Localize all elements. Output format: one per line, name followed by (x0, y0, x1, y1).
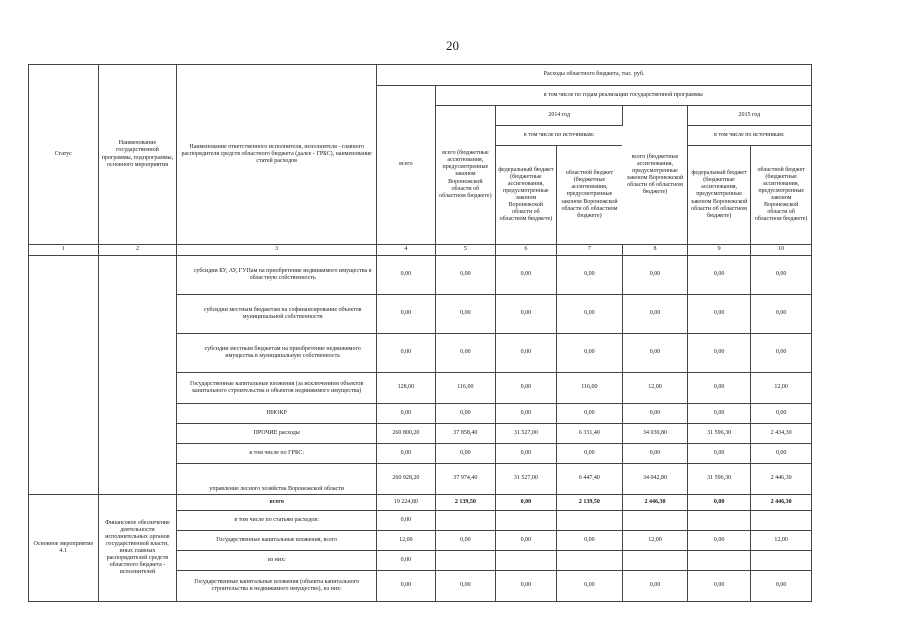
cell-2015-total: 0,00 (623, 444, 688, 464)
row-label: управление лесного хозяйства Воронежской области (177, 464, 377, 495)
cell-total: 0,00 (377, 444, 436, 464)
header-2015-regional: областной бюджет (бюджетные ассигнования, предусмотренные законом Воронежской области об областном бюджете) (751, 146, 812, 245)
cell-2014-federal: 0,00 (496, 531, 557, 551)
cell-2014-federal: 0,00 (496, 373, 557, 404)
header-2015-total: всего (бюджетные ассигнования, предусмотренные законом Воронежской области об областном бюджете) (623, 106, 688, 245)
header-total: всего (377, 86, 436, 245)
cell-2014-federal: 31 527,00 (496, 424, 557, 444)
cell-2014-regional: 2 139,50 (556, 495, 623, 511)
header-program-name: Наименование государственной программы, подпрограммы, основного мероприятия (98, 65, 177, 245)
cell-2014-total: 37 974,40 (435, 464, 496, 495)
cell-2014-federal: 0,00 (496, 404, 557, 424)
row-label: всего (177, 495, 377, 511)
status-cell (29, 256, 99, 495)
cell-2015-federal (687, 511, 751, 531)
header-status: Статус (29, 65, 99, 245)
cell-2015-total: 0,00 (623, 334, 688, 373)
cell-2015-total: 0,00 (623, 295, 688, 334)
cell-2015-total: 34 042,80 (623, 464, 688, 495)
cell-2015-regional: 2 446,30 (751, 464, 812, 495)
cell-2015-regional: 2 434,30 (751, 424, 812, 444)
cell-2014-total: 0,00 (435, 334, 496, 373)
header-year-2015: 2015 год (687, 106, 811, 126)
cell-total: 0,00 (377, 256, 436, 295)
header-2014-regional: областной бюджет (бюджетные ассигнования, предусмотренные законом Воронежской области об областном бюджете) (556, 146, 623, 245)
cell-2014-federal: 31 527,00 (496, 464, 557, 495)
cell-2014-regional: 0,00 (556, 444, 623, 464)
cell-2015-total: 12,00 (623, 531, 688, 551)
cell-total: 0,00 (377, 404, 436, 424)
cell-2015-regional (751, 551, 812, 571)
cell-2014-total: 0,00 (435, 256, 496, 295)
cell-2015-total: 2 446,30 (623, 495, 688, 511)
cell-2015-federal: 0,00 (687, 404, 751, 424)
cell-2015-regional: 0,00 (751, 444, 812, 464)
cell-2014-federal (496, 511, 557, 531)
cell-2015-regional: 0,00 (751, 571, 812, 602)
cell-2014-federal: 0,00 (496, 495, 557, 511)
cell-2015-total (623, 511, 688, 531)
column-number: 3 (177, 245, 377, 256)
cell-2014-regional: 0,00 (556, 334, 623, 373)
cell-2015-total: 0,00 (623, 404, 688, 424)
cell-2015-regional: 0,00 (751, 256, 812, 295)
cell-2015-federal: 0,00 (687, 256, 751, 295)
row-label: из них: (177, 551, 377, 571)
header-2014-total: всего (бюджетные ассигнования, предусмотренные законом Воронежской области об областном бюджете) (435, 106, 496, 245)
column-number: 8 (623, 245, 688, 256)
cell-2014-regional: 0,00 (556, 295, 623, 334)
cell-total: 0,00 (377, 551, 436, 571)
row-label: в том числе по статьям расходов: (177, 511, 377, 531)
cell-total: 260 928,20 (377, 464, 436, 495)
row-label: Государственные капитальные вложения, всего (177, 531, 377, 551)
column-number: 7 (556, 245, 623, 256)
header-2015-federal: федеральный бюджет (бюджетные ассигнования, предусмотренные законом Воронежской области об областном бюджете) (687, 146, 751, 245)
cell-2014-federal: 0,00 (496, 444, 557, 464)
cell-total: 260 800,20 (377, 424, 436, 444)
cell-2014-total: 37 858,40 (435, 424, 496, 444)
cell-2015-federal: 0,00 (687, 444, 751, 464)
header-2014-sources: в том числе по источникам: (496, 126, 623, 146)
program-cell (98, 256, 177, 495)
cell-2014-federal: 0,00 (496, 256, 557, 295)
column-number: 4 (377, 245, 436, 256)
column-number-row (29, 245, 812, 256)
column-number: 6 (496, 245, 557, 256)
cell-2014-regional: 0,00 (556, 571, 623, 602)
cell-2014-regional (556, 511, 623, 531)
cell-2015-federal: 0,00 (687, 334, 751, 373)
cell-2015-federal (687, 551, 751, 571)
cell-2014-total: 0,00 (435, 444, 496, 464)
cell-2014-federal: 0,00 (496, 334, 557, 373)
cell-total: 0,00 (377, 511, 436, 531)
cell-total: 12,00 (377, 531, 436, 551)
header-expenses: Расходы областного бюджета, тыс. руб. (377, 65, 812, 86)
cell-2015-regional: 0,00 (751, 295, 812, 334)
row-label: субсидии местным бюджетам на софинансирование объектов муниципальной собственности (177, 295, 377, 334)
cell-2014-regional: 6 331,40 (556, 424, 623, 444)
cell-2015-federal: 31 596,30 (687, 424, 751, 444)
table-row (29, 256, 812, 295)
cell-2014-total: 0,00 (435, 531, 496, 551)
cell-2014-federal (496, 551, 557, 571)
cell-2014-total: 0,00 (435, 404, 496, 424)
cell-2015-federal: 0,00 (687, 295, 751, 334)
row-label: субсидии БУ, АУ, ГУПам на приобретение недвижимого имущества в областную собственность (177, 256, 377, 295)
column-number: 2 (98, 245, 177, 256)
cell-2015-federal: 0,00 (687, 373, 751, 404)
cell-total: 19 224,80 (377, 495, 436, 511)
cell-total: 128,00 (377, 373, 436, 404)
cell-2015-federal: 31 596,30 (687, 464, 751, 495)
page-number: 20 (446, 38, 459, 53)
measure-status: Основное мероприятие 4.1 (29, 495, 99, 602)
cell-2015-total: 0,00 (623, 256, 688, 295)
header-2014-federal: федеральный бюджет (бюджетные ассигнования, предусмотренные законом Воронежской области об областном бюджете) (496, 146, 557, 245)
row-label: НИОКР (177, 404, 377, 424)
cell-2014-regional: 0,00 (556, 531, 623, 551)
cell-2015-regional: 12,00 (751, 531, 812, 551)
header-executor: Наименование ответственного исполнителя, исполнителя - главного распорядителя средств областного бюджета (далее - ГРБС), наименование статей расходов (177, 65, 377, 245)
cell-2014-total: 0,00 (435, 295, 496, 334)
header-year-2014: 2014 год (496, 106, 623, 126)
cell-2015-total: 0,00 (623, 571, 688, 602)
header-row (29, 65, 812, 86)
column-number: 1 (29, 245, 99, 256)
cell-2015-federal: 0,00 (687, 531, 751, 551)
cell-2015-regional: 0,00 (751, 404, 812, 424)
cell-total: 0,00 (377, 295, 436, 334)
cell-2015-federal: 0,00 (687, 571, 751, 602)
cell-2014-regional: 0,00 (556, 404, 623, 424)
cell-2014-federal: 0,00 (496, 295, 557, 334)
cell-2014-total (435, 511, 496, 531)
cell-2014-regional: 116,00 (556, 373, 623, 404)
row-label: ПРОЧИЕ расходы (177, 424, 377, 444)
cell-2015-regional: 0,00 (751, 334, 812, 373)
row-label: в том числе по ГРБС: (177, 444, 377, 464)
cell-2015-regional: 12,00 (751, 373, 812, 404)
column-number: 10 (751, 245, 812, 256)
budget-table (28, 64, 812, 602)
cell-2015-total: 34 030,80 (623, 424, 688, 444)
cell-2014-federal: 0,00 (496, 571, 557, 602)
cell-2014-total: 116,00 (435, 373, 496, 404)
cell-2015-federal: 0,00 (687, 495, 751, 511)
header-2015-sources: в том числе по источникам: (687, 126, 811, 146)
header-by-years: в том числе по годам реализации государственной программы (435, 86, 811, 106)
row-label: субсидии местным бюджетам на приобретение недвижимого имущества в муниципальную собственность (177, 334, 377, 373)
cell-2015-regional: 2 446,30 (751, 495, 812, 511)
cell-2014-regional: 6 447,40 (556, 464, 623, 495)
measure-name: Финансовое обеспечение деятельности исполнительных органов государственной власти, иных главных распорядителей средств областного бюджета - исполнителей (98, 495, 177, 602)
row-label: Государственные капитальные вложения (объекты капитального строительства и недвижимого имущество), из них: (177, 571, 377, 602)
cell-2014-regional (556, 551, 623, 571)
cell-2015-total (623, 551, 688, 571)
cell-2015-regional (751, 511, 812, 531)
cell-2014-total: 2 139,50 (435, 495, 496, 511)
column-number: 5 (435, 245, 496, 256)
cell-total: 0,00 (377, 334, 436, 373)
cell-total: 0,00 (377, 571, 436, 602)
table-row (29, 495, 812, 511)
cell-2014-total (435, 551, 496, 571)
cell-2015-total: 12,00 (623, 373, 688, 404)
row-label: Государственные капитальные вложения (за исключением объектов капитального строительства и объектов недвижимого имущества) (177, 373, 377, 404)
column-number: 9 (687, 245, 751, 256)
cell-2014-regional: 0,00 (556, 256, 623, 295)
cell-2014-total: 0,00 (435, 571, 496, 602)
